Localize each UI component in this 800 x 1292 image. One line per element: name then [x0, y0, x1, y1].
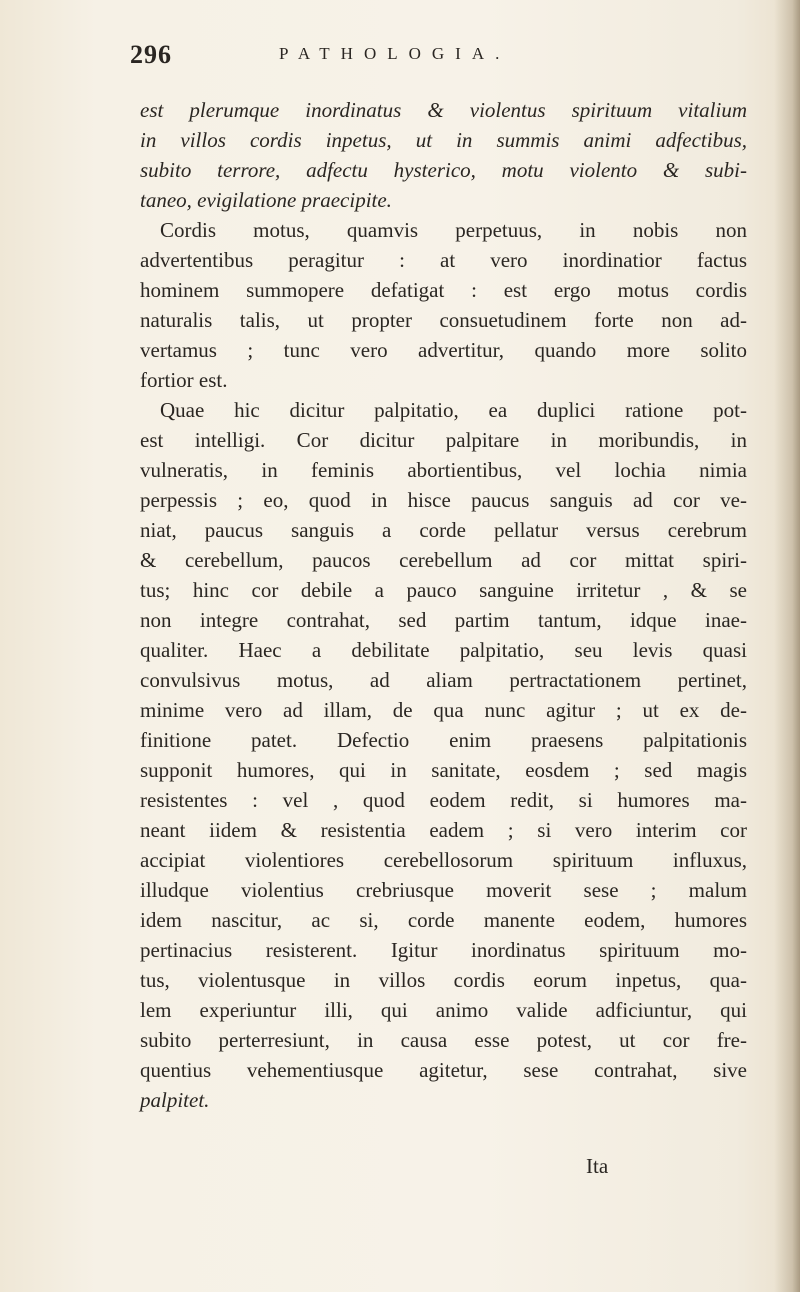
text-line: neant iidem & resistentia eadem ; si vero interim cor [140, 818, 747, 842]
page-number: 296 [130, 40, 172, 69]
text-line: est intelligi. Cor dicitur palpitare in moribundis, in [140, 428, 747, 452]
text-line: fortior est. [140, 368, 228, 392]
text-line: illudque violentius crebriusque moverit sese ; malum [140, 878, 747, 902]
catchword: Ita [586, 1154, 609, 1178]
text-line: in villos cordis inpetus, ut in summis animi adfectibus, [140, 128, 747, 152]
text-line: quentius vehementiusque agitetur, sese contrahat, sive [140, 1058, 747, 1082]
text-line: finitione patet. Defectio enim praesens palpitationis [140, 728, 747, 752]
text-line: subito perterresiunt, in causa esse potest, ut cor fre- [140, 1028, 747, 1052]
text-line: lem experiuntur illi, qui animo valide adficiuntur, qui [140, 998, 747, 1022]
text-line: idem nascitur, ac si, corde manente eodem, humores [140, 908, 747, 932]
text-line: tus, violentusque in villos cordis eorum inpetus, qua- [140, 968, 747, 992]
text-line: Quae hic dicitur palpitatio, ea duplici ratione pot- [160, 398, 747, 422]
text-line: minime vero ad illam, de qua nunc agitur ; ut ex de- [140, 698, 747, 722]
text-line: advertentibus peragitur : at vero inordinatior factus [140, 248, 747, 272]
text-line: vulneratis, in feminis abortientibus, vel lochia nimia [140, 458, 747, 482]
text-line: tus; hinc cor debile a pauco sanguine irritetur , & se [140, 578, 747, 602]
text-line: vertamus ; tunc vero advertitur, quando more solito [140, 338, 747, 362]
text-line: niat, paucus sanguis a corde pellatur versus cerebrum [140, 518, 747, 542]
running-title: PATHOLOGIA. [279, 44, 511, 63]
text-line: perpessis ; eo, quod in hisce paucus sanguis ad cor ve- [140, 488, 747, 512]
text-line: taneo, evigilatione praecipite. [140, 188, 392, 212]
text-line: palpitet. [140, 1088, 210, 1112]
text-line: pertinacius resisterent. Igitur inordinatus spirituum mo- [140, 938, 747, 962]
text-line: accipiat violentiores cerebellosorum spirituum influxus, [140, 848, 747, 872]
text-line: est plerumque inordinatus & violentus spirituum vitalium [140, 98, 747, 122]
text-line: hominem summopere defatigat : est ergo motus cordis [140, 278, 747, 302]
text-line: non integre contrahat, sed partim tantum, idque inae- [140, 608, 747, 632]
text-line: & cerebellum, paucos cerebellum ad cor mittat spiri- [140, 548, 747, 572]
text-line: qualiter. Haec a debilitate palpitatio, seu levis quasi [140, 638, 747, 662]
text-line: subito terrore, adfectu hysterico, motu violento & subi- [140, 158, 747, 182]
text-line: naturalis talis, ut propter consuetudinem forte non ad- [140, 308, 747, 332]
text-line: resistentes : vel , quod eodem redit, si humores ma- [140, 788, 747, 812]
text-line: Cordis motus, quamvis perpetuus, in nobis non [160, 218, 747, 242]
text-line: supponit humores, qui in sanitate, eosdem ; sed magis [140, 758, 747, 782]
text-line: convulsivus motus, ad aliam pertractationem pertinet, [140, 668, 747, 692]
page-header [130, 40, 690, 80]
page-edge-shadow [774, 0, 800, 1292]
